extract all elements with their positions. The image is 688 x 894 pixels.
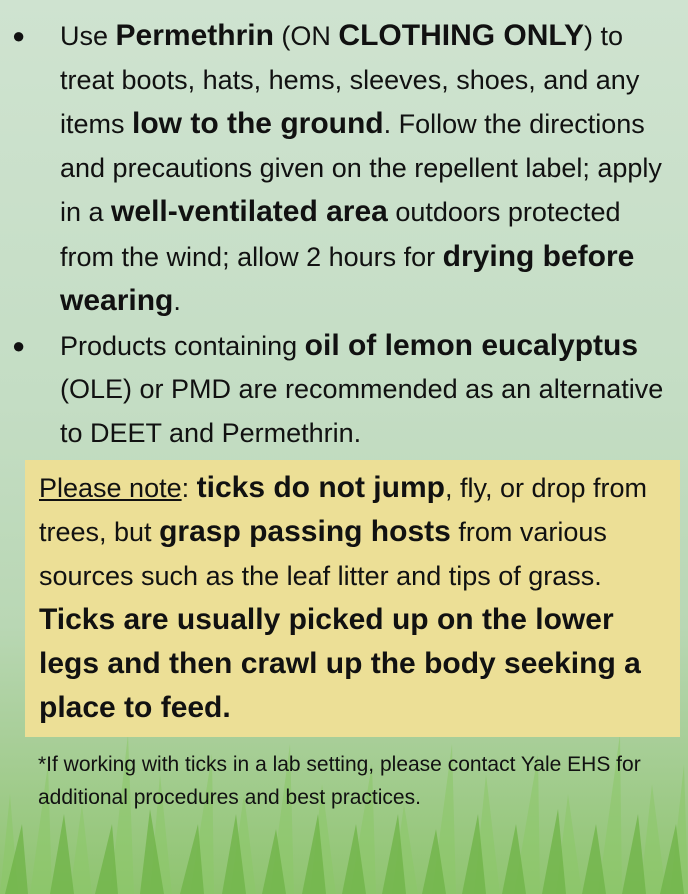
text: (OLE) or PMD are recommended as an alternative to DEET and Permethrin. (60, 374, 664, 448)
note-label: Please note (39, 473, 182, 503)
text: Use (60, 21, 116, 51)
text: ) to treat boots, hats, hems, sleeves, shoes, and any items (60, 21, 640, 139)
please-note-box (25, 460, 680, 737)
text: outdoors protected from the wind; allow 2 hours for (60, 197, 621, 272)
bold-text: CLOTHING ONLY (338, 19, 584, 52)
bold-text: ticks do not jump (196, 471, 445, 504)
text: . (173, 286, 181, 316)
bold-text: Ticks are usually picked up on the lower legs and then crawl up the body seeking a place to feed. (39, 603, 641, 724)
bold-text: drying before wearing (60, 239, 635, 317)
text: : (181, 473, 197, 503)
bullet-icon: ● (12, 332, 26, 358)
text: . Follow the directions and precautions given on the repellent label; apply in a (60, 109, 662, 227)
bold-text: oil of lemon eucalyptus (304, 328, 639, 362)
bullet-permethrin (0, 14, 688, 324)
bullet-icon: ● (12, 23, 26, 48)
footnote: *If working with ticks in a lab setting, please contact Yale EHS for additional procedures and best practices. (38, 753, 641, 809)
bold-text: grasp passing hosts (159, 515, 451, 548)
text: (ON (273, 21, 339, 51)
bold-text: Permethrin (115, 19, 274, 52)
bullet-lemon-eucalyptus (0, 324, 688, 456)
bold-text: well-ventilated area (111, 195, 388, 228)
text: , fly, or drop from trees, but (39, 473, 648, 547)
bold-text: low to the ground (132, 107, 384, 140)
bullet-list (0, 14, 688, 455)
text: from various sources such as the leaf litter and tips of grass. (39, 517, 607, 591)
text: Products containing (60, 330, 305, 361)
